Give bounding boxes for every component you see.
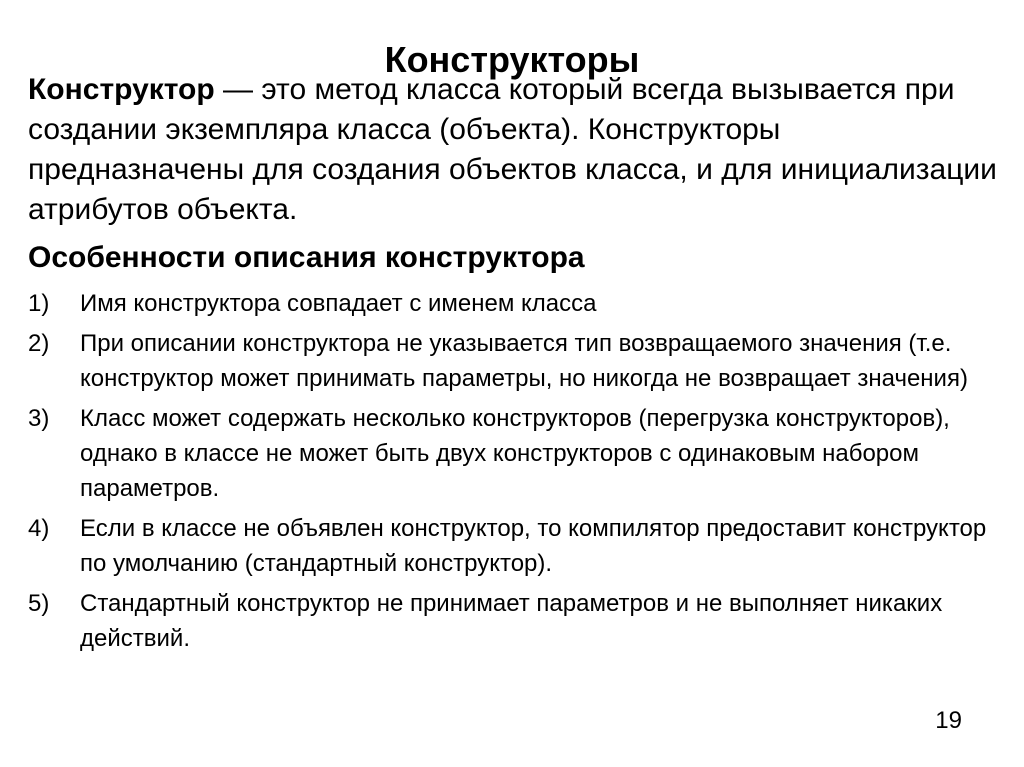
list-item-number: 5) <box>28 590 50 617</box>
list-item-text: Если в классе не объявлен конструктор, то компилятор предоставит конструктор по умолчанию (стандартный конструктор). <box>80 515 987 577</box>
features-list <box>28 286 1008 656</box>
page-number: 19 <box>935 707 962 734</box>
list-item-number: 1) <box>28 290 50 317</box>
intro-term: Конструктор <box>28 73 215 106</box>
intro-definition: — это метод класса который всегда вызывается при создании экземпляра класса (объекта). Конструкторы предназначены для создания объектов класса, и для инициализации атрибутов объекта. <box>28 73 997 226</box>
list-item-text: При описании конструктора не указывается тип возвращаемого значения (т.е. конструктор может принимать параметры, но никогда не возвращает значения) <box>80 330 968 392</box>
list-item-text: Имя конструктора совпадает с именем класса <box>80 290 597 317</box>
list-item-number: 4) <box>28 515 50 542</box>
list-item <box>28 401 1008 506</box>
features-heading: Особенности описания конструктора <box>28 241 585 274</box>
list-item-text: Стандартный конструктор не принимает параметров и не выполняет никаких действий. <box>80 590 943 652</box>
list-item <box>28 586 1008 656</box>
slide-title: Конструкторы <box>384 39 640 81</box>
list-item <box>28 511 1008 581</box>
list-item <box>28 286 1008 321</box>
list-item-text: Класс может содержать несколько конструкторов (перегрузка конструкторов), однако в классе не может быть двух конструкторов с одинаковым набором параметров. <box>80 405 950 502</box>
intro-paragraph <box>28 70 998 230</box>
list-item <box>28 326 1008 396</box>
list-item-number: 3) <box>28 405 50 432</box>
list-item-number: 2) <box>28 330 50 357</box>
